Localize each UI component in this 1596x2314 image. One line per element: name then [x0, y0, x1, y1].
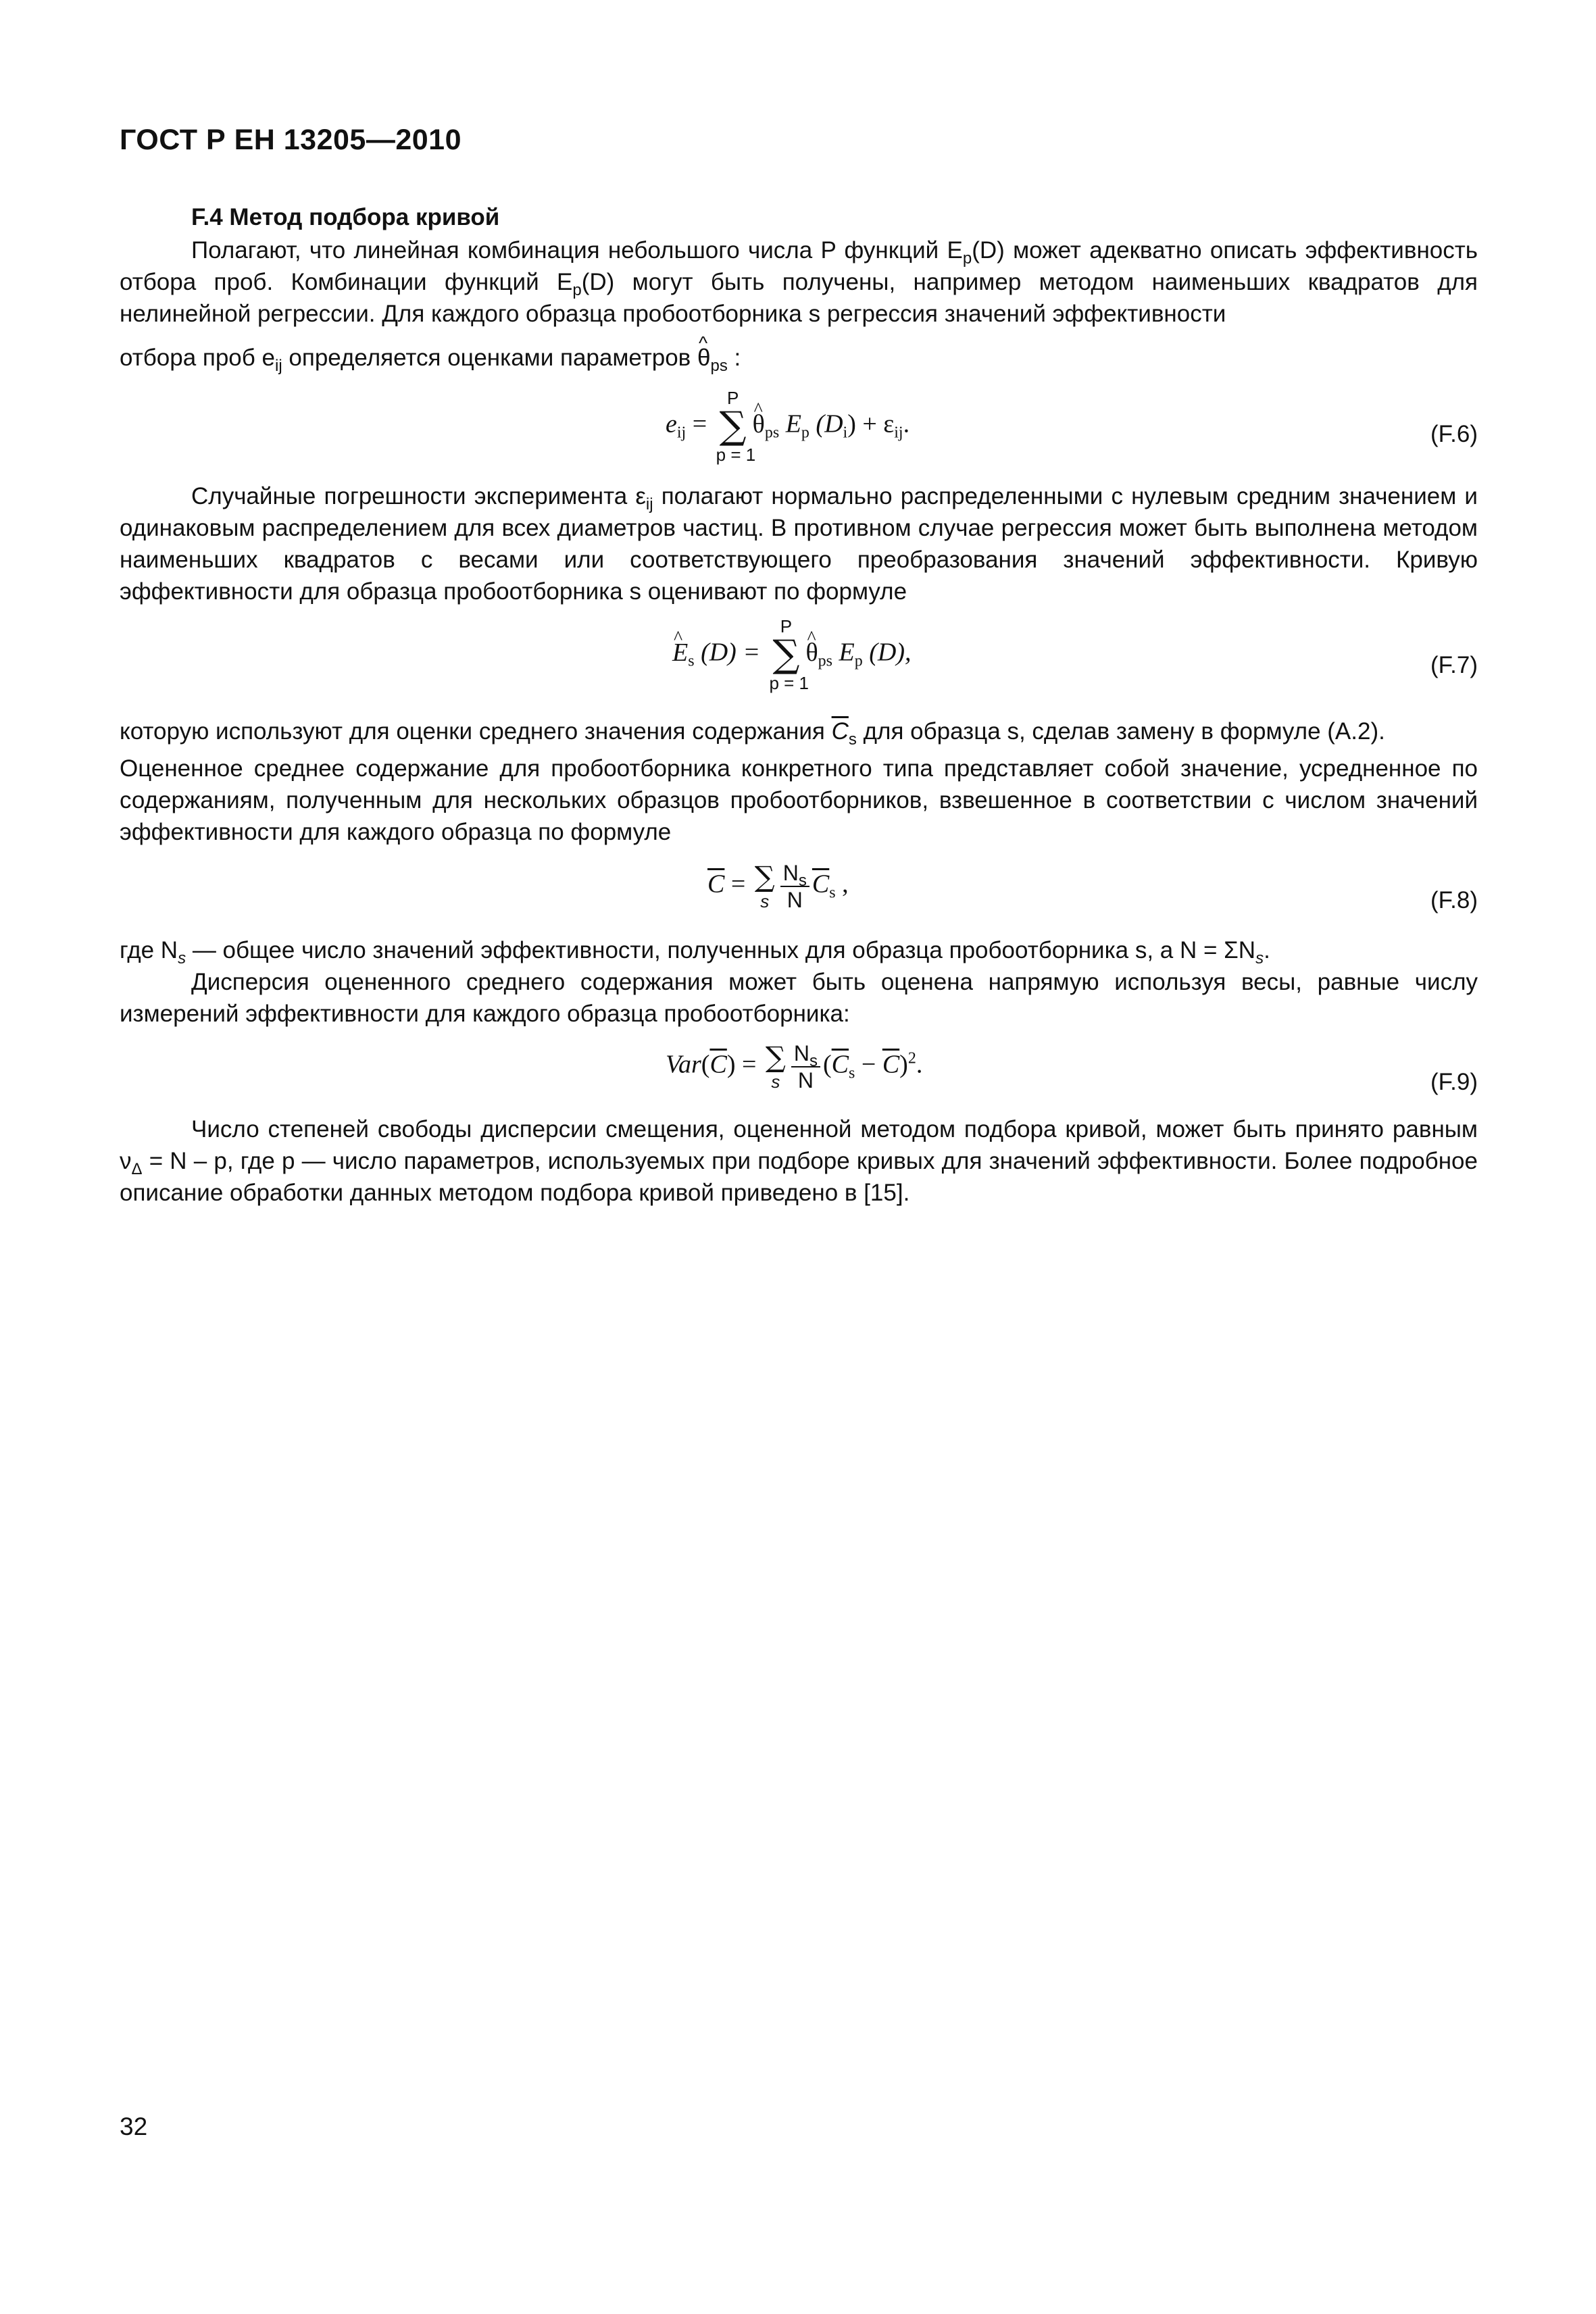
- sum-symbol: ∑ s: [765, 1040, 786, 1092]
- page-number: 32: [120, 2113, 148, 2140]
- sum-symbol: P ∑ p = 1: [716, 388, 756, 465]
- paragraph-6: где $N_s$ — общее число значений эффективности, полученных для образца пробоотборника s, а $N = \Sigma N_s$.: [120, 937, 1270, 967]
- paragraph-7: Дисперсия оцененного среднего содержания может быть оценена напрямую используя весы, равные числу измерений эффективности для каждого образца пробоотборника:: [120, 969, 1478, 1027]
- sum-symbol: P ∑ p = 1: [769, 616, 809, 693]
- document-header: ГОСТ Р ЕН 13205—2010: [120, 124, 462, 156]
- section-title: F.4 Метод подбора кривой: [191, 204, 500, 230]
- fraction: $\frac{N_s}{N}$: [791, 1040, 820, 1093]
- equation-number: (F.6): [1430, 421, 1478, 447]
- equation-f9: $Var(\overline{C})$ = ∑ s $\frac{N_s}{N}$ $(\overline{C}_s - \overline{C})^2$. (F.9): [120, 1039, 1478, 1113]
- paragraph-4: которую используют для оценки среднего значения содержания $\overline{C}_s$ для образца s, сделав замену в формуле (А.2).: [120, 718, 1385, 749]
- paragraph-8: Число степеней свободы дисперсии смещения, оцененной методом подбора кривой, может быть принято равным $\nu_\Delta = N - p$, где p — число параметров, используемых при подборе кривых для значений эффективности. Более подробное описание обработки данных методом подбора кривой приведено в [15].: [120, 1116, 1478, 1206]
- equation-f7: ^ $E_s$ (D) = P ∑ p = 1 ^ $\theta_{ps}$ $E_p$ (D), (F.7): [120, 617, 1478, 703]
- paragraph-3: Случайные погрешности эксперимента $\varepsilon_{ij}$ полагают нормально распределенными с нулевым средним значением и одинаковым распределением для всех диаметров частиц. В противном случае регрессия может быть выполнена методом наименьших квадратов с весами или соответствующего преобразования значений эффективности. Кривую эффективности для образца пробоотборника s оценивают по формуле: [120, 483, 1478, 605]
- section-f4: [120, 201, 1478, 1209]
- paragraph-1: Полагают, что линейная комбинация небольшого числа P функций $E_p(D)$ может адекватно описать эффективность отбора проб. Комбинации функций $E_p(D)$ могут быть получены, например методом наименьших квадратов для нелинейной регрессии. Для каждого образца пробоотборника s регрессия значений эффективности: [120, 237, 1478, 327]
- fraction: $\frac{N_s}{N}$: [780, 860, 809, 913]
- equation-f6: $e_{ij}$ = P ∑ p = 1 ^ $\theta_{ps}$ $E_p$ $(D_i) + \varepsilon_{ij}$. (F.6): [120, 388, 1478, 475]
- equation-f8: $\overline{C}$ = ∑ s $\frac{N_s}{N}$ $\overline{C}_s$ , (F.8): [120, 859, 1478, 934]
- paragraph-2: отбора проб $e_{ij}$ определяется оценками параметров ^ $\theta_{ps}$ :: [120, 342, 1478, 374]
- equation-number: (F.9): [1430, 1069, 1478, 1095]
- equation-number: (F.7): [1430, 652, 1478, 678]
- equation-number: (F.8): [1430, 887, 1478, 913]
- paragraph-5: Оцененное среднее содержание для пробоотборника конкретного типа представляет собой значение, усредненное по содержаниям, полученным для нескольких образцов пробоотборников, взвешенное в соответствии с числом значений эффективности для каждого образца по формуле: [120, 755, 1478, 845]
- sum-symbol: ∑ s: [754, 860, 775, 911]
